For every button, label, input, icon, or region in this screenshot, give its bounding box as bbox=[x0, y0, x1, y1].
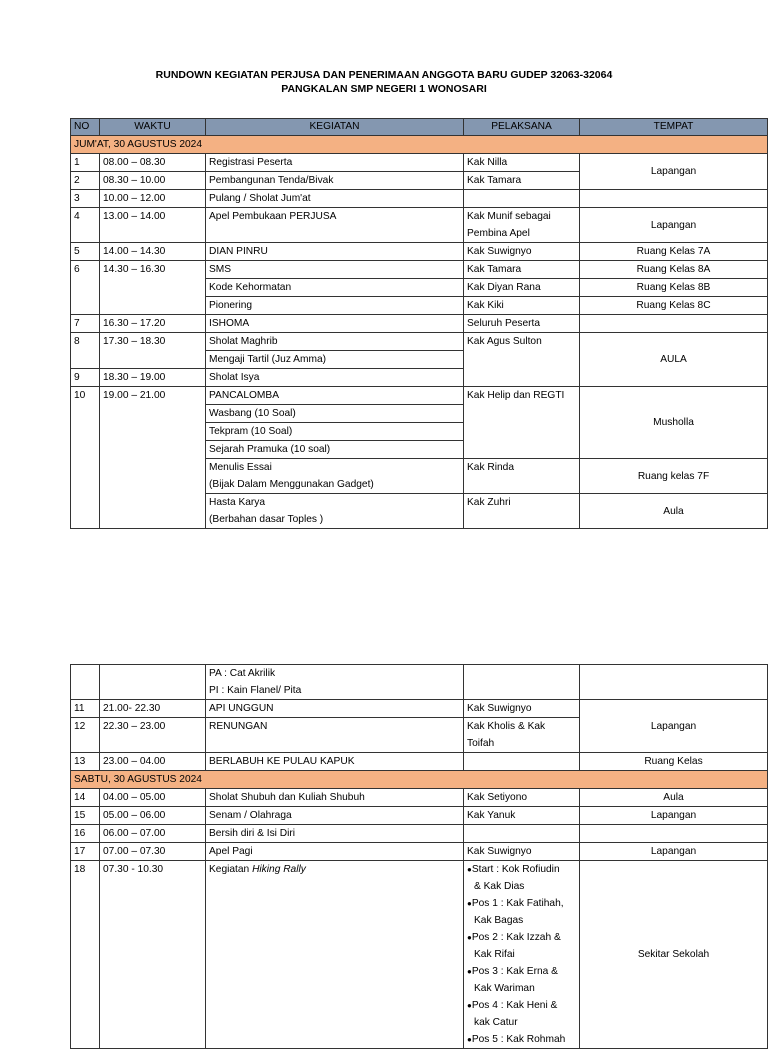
row-pelaksana bbox=[464, 718, 580, 753]
row-kegiatan: ISHOMA bbox=[206, 315, 464, 333]
row-pelaksana: Seluruh Peserta bbox=[464, 315, 580, 333]
row-waktu: 06.00 – 07.00 bbox=[100, 825, 206, 843]
row-tempat bbox=[580, 190, 768, 208]
pelaksana-bullet: ● Pos 4 : Kak Heni & bbox=[467, 997, 576, 1014]
header-kegiatan: KEGIATAN bbox=[206, 119, 464, 136]
kegiatan-prefix: Kegiatan bbox=[209, 864, 253, 875]
header-waktu: WAKTU bbox=[100, 119, 206, 136]
kegiatan-hiking-rally: Hiking Rally bbox=[252, 864, 306, 875]
pelaksana-bullet: ● Pos 3 : Kak Erna & bbox=[467, 963, 576, 980]
table-row bbox=[71, 700, 768, 718]
table-row bbox=[71, 243, 768, 261]
row-waktu: 13.00 – 14.00 bbox=[100, 208, 206, 243]
row-kegiatan: PANCALOMBA bbox=[206, 387, 464, 405]
row-kegiatan: API UNGGUN bbox=[206, 700, 464, 718]
row-kegiatan: Sholat Maghrib bbox=[206, 333, 464, 351]
header-pelaksana: PELAKSANA bbox=[464, 119, 580, 136]
row-tempat: Sekitar Sekolah bbox=[580, 861, 768, 1049]
row-pelaksana: Kak Agus Sulton bbox=[464, 333, 580, 387]
row-no: 17 bbox=[71, 843, 100, 861]
row-tempat bbox=[580, 825, 768, 843]
table-row bbox=[71, 807, 768, 825]
row-no: 4 bbox=[71, 208, 100, 243]
row-no: 1 bbox=[71, 154, 100, 172]
pelaksana-line: Pembina Apel bbox=[467, 228, 530, 239]
table-row bbox=[71, 825, 768, 843]
pelaksana-bullet-cont: Kak Wariman bbox=[474, 983, 535, 994]
row-no: 3 bbox=[71, 190, 100, 208]
row-waktu: 14.30 – 16.30 bbox=[100, 261, 206, 315]
title-line-1: RUNDOWN KEGIATAN PERJUSA DAN PENERIMAAN ANGGOTA BARU GUDEP 32063-32064 bbox=[155, 69, 613, 81]
row-kegiatan bbox=[206, 861, 464, 1049]
row-no: 16 bbox=[71, 825, 100, 843]
row-waktu: 14.00 – 14.30 bbox=[100, 243, 206, 261]
row-no: 8 bbox=[71, 333, 100, 369]
header-tempat: TEMPAT bbox=[580, 119, 768, 136]
pelaksana-bullet: ● Pos 1 : Kak Fatihah, bbox=[467, 895, 576, 912]
row-pelaksana bbox=[464, 825, 580, 843]
row-pelaksana: Kak Tamara bbox=[464, 261, 580, 279]
row-tempat: Lapangan bbox=[580, 154, 768, 190]
row-kegiatan: RENUNGAN bbox=[206, 718, 464, 753]
row-kegiatan: Mengaji Tartil (Juz Amma) bbox=[206, 351, 464, 369]
table-row bbox=[71, 665, 768, 700]
row-pelaksana: Kak Diyan Rana bbox=[464, 279, 580, 297]
kegiatan-line: Menulis Essai bbox=[209, 462, 272, 473]
row-tempat: Ruang Kelas 7A bbox=[580, 243, 768, 261]
pelaksana-bullet: ● Start : Kok Rofiudin bbox=[467, 861, 576, 878]
row-waktu: 07.30 - 10.30 bbox=[100, 861, 206, 1049]
row-kegiatan: Registrasi Peserta bbox=[206, 154, 464, 172]
row-pelaksana bbox=[464, 861, 580, 1049]
row-no bbox=[71, 665, 100, 700]
row-waktu: 04.00 – 05.00 bbox=[100, 789, 206, 807]
row-no: 6 bbox=[71, 261, 100, 315]
row-no: 18 bbox=[71, 861, 100, 1049]
row-pelaksana: Kak Kiki bbox=[464, 297, 580, 315]
row-kegiatan: Bersih diri & Isi Diri bbox=[206, 825, 464, 843]
row-kegiatan: Kode Kehormatan bbox=[206, 279, 464, 297]
pelaksana-line: Toifah bbox=[467, 738, 495, 749]
kegiatan-line: (Berbahan dasar Toples ) bbox=[209, 514, 324, 525]
row-no: 12 bbox=[71, 718, 100, 753]
row-waktu: 08.00 – 08.30 bbox=[100, 154, 206, 172]
table-row bbox=[71, 753, 768, 771]
pelaksana-bullet: ● Pos 2 : Kak Izzah & bbox=[467, 929, 576, 946]
pelaksana-line: Kak Munif sebagai bbox=[467, 211, 551, 222]
table-row bbox=[71, 190, 768, 208]
row-kegiatan: Wasbang (10 Soal) bbox=[206, 405, 464, 423]
row-tempat: AULA bbox=[580, 333, 768, 387]
row-waktu: 17.30 – 18.30 bbox=[100, 333, 206, 369]
pelaksana-bullet-cont: Kak Rifai bbox=[474, 949, 515, 960]
row-kegiatan bbox=[206, 494, 464, 529]
kegiatan-line: PA : Cat Akrilik bbox=[209, 668, 276, 679]
row-no: 9 bbox=[71, 369, 100, 387]
row-pelaksana: Kak Rinda bbox=[464, 459, 580, 494]
document-title bbox=[0, 68, 768, 96]
row-waktu bbox=[100, 665, 206, 700]
table-row bbox=[71, 387, 768, 405]
row-no: 5 bbox=[71, 243, 100, 261]
row-waktu: 07.00 – 07.30 bbox=[100, 843, 206, 861]
row-pelaksana: Kak Nilla bbox=[464, 154, 580, 172]
row-tempat: Aula bbox=[580, 789, 768, 807]
row-kegiatan: Sejarah Pramuka (10 soal) bbox=[206, 441, 464, 459]
rundown-table-page-1 bbox=[70, 118, 768, 529]
row-pelaksana bbox=[464, 190, 580, 208]
row-tempat: Musholla bbox=[580, 387, 768, 459]
row-kegiatan: Pionering bbox=[206, 297, 464, 315]
row-tempat: Ruang Kelas bbox=[580, 753, 768, 771]
row-tempat: Aula bbox=[580, 494, 768, 529]
day-label: SABTU, 30 AGUSTUS 2024 bbox=[71, 771, 768, 789]
row-no: 2 bbox=[71, 172, 100, 190]
row-waktu: 19.00 – 21.00 bbox=[100, 387, 206, 529]
row-no: 7 bbox=[71, 315, 100, 333]
row-kegiatan: Pulang / Sholat Jum'at bbox=[206, 190, 464, 208]
row-waktu: 21.00- 22.30 bbox=[100, 700, 206, 718]
pelaksana-bullet-cont: & Kak Dias bbox=[474, 881, 525, 892]
row-pelaksana bbox=[464, 753, 580, 771]
row-tempat: Ruang kelas 7F bbox=[580, 459, 768, 494]
row-waktu: 10.00 – 12.00 bbox=[100, 190, 206, 208]
row-tempat: Lapangan bbox=[580, 208, 768, 243]
row-kegiatan bbox=[206, 665, 464, 700]
row-kegiatan: Tekpram (10 Soal) bbox=[206, 423, 464, 441]
row-kegiatan: Apel Pembukaan PERJUSA bbox=[206, 208, 464, 243]
row-tempat: Lapangan bbox=[580, 807, 768, 825]
row-kegiatan: Senam / Olahraga bbox=[206, 807, 464, 825]
row-no: 14 bbox=[71, 789, 100, 807]
row-kegiatan: Sholat Isya bbox=[206, 369, 464, 387]
rundown-table-page-2 bbox=[70, 664, 768, 1049]
day-label: JUM'AT, 30 AGUSTUS 2024 bbox=[71, 136, 768, 154]
row-tempat: Lapangan bbox=[580, 700, 768, 753]
row-pelaksana: Kak Tamara bbox=[464, 172, 580, 190]
pelaksana-bullet-cont: Kak Bagas bbox=[474, 915, 524, 926]
row-pelaksana: Kak Zuhri bbox=[464, 494, 580, 529]
pelaksana-bullet-cont: kak Catur bbox=[474, 1017, 518, 1028]
table-row bbox=[71, 861, 768, 1049]
row-kegiatan bbox=[206, 459, 464, 494]
row-waktu: 05.00 – 06.00 bbox=[100, 807, 206, 825]
table-row bbox=[71, 261, 768, 279]
table-row bbox=[71, 843, 768, 861]
row-no: 10 bbox=[71, 387, 100, 529]
row-kegiatan: SMS bbox=[206, 261, 464, 279]
row-kegiatan: Pembangunan Tenda/Bivak bbox=[206, 172, 464, 190]
table-row bbox=[71, 208, 768, 243]
row-pelaksana: Kak Setiyono bbox=[464, 789, 580, 807]
pelaksana-line: Kak Kholis & Kak bbox=[467, 721, 546, 732]
title-line-2: PANGKALAN SMP NEGERI 1 WONOSARI bbox=[281, 83, 487, 95]
kegiatan-line: (Bijak Dalam Menggunakan Gadget) bbox=[209, 479, 374, 490]
day-row bbox=[71, 771, 768, 789]
row-pelaksana bbox=[464, 208, 580, 243]
row-waktu: 18.30 – 19.00 bbox=[100, 369, 206, 387]
row-no: 15 bbox=[71, 807, 100, 825]
row-waktu: 22.30 – 23.00 bbox=[100, 718, 206, 753]
row-tempat bbox=[580, 315, 768, 333]
day-row bbox=[71, 136, 768, 154]
kegiatan-line: PI : Kain Flanel/ Pita bbox=[209, 685, 302, 696]
row-pelaksana: Kak Helip dan REGTI bbox=[464, 387, 580, 459]
row-tempat: Ruang Kelas 8A bbox=[580, 261, 768, 279]
row-tempat: Ruang Kelas 8C bbox=[580, 297, 768, 315]
row-no: 11 bbox=[71, 700, 100, 718]
row-pelaksana: Kak Suwignyo bbox=[464, 700, 580, 718]
table-row bbox=[71, 789, 768, 807]
row-kegiatan: Sholat Shubuh dan Kuliah Shubuh bbox=[206, 789, 464, 807]
row-waktu: 23.00 – 04.00 bbox=[100, 753, 206, 771]
row-tempat bbox=[580, 665, 768, 700]
kegiatan-line: Hasta Karya bbox=[209, 497, 266, 508]
row-pelaksana: Kak Yanuk bbox=[464, 807, 580, 825]
row-kegiatan: DIAN PINRU bbox=[206, 243, 464, 261]
row-no: 13 bbox=[71, 753, 100, 771]
pelaksana-bullet: ● Pos 5 : Kak Rohmah bbox=[467, 1031, 576, 1048]
row-waktu: 08.30 – 10.00 bbox=[100, 172, 206, 190]
table-row bbox=[71, 315, 768, 333]
row-pelaksana bbox=[464, 665, 580, 700]
row-tempat: Lapangan bbox=[580, 843, 768, 861]
table-row bbox=[71, 333, 768, 351]
table-row bbox=[71, 154, 768, 172]
row-kegiatan: Apel Pagi bbox=[206, 843, 464, 861]
header-no: NO bbox=[71, 119, 100, 136]
row-pelaksana: Kak Suwignyo bbox=[464, 243, 580, 261]
row-tempat: Ruang Kelas 8B bbox=[580, 279, 768, 297]
table-header bbox=[71, 119, 768, 136]
row-waktu: 16.30 – 17.20 bbox=[100, 315, 206, 333]
row-kegiatan: BERLABUH KE PULAU KAPUK bbox=[206, 753, 464, 771]
row-pelaksana: Kak Suwignyo bbox=[464, 843, 580, 861]
